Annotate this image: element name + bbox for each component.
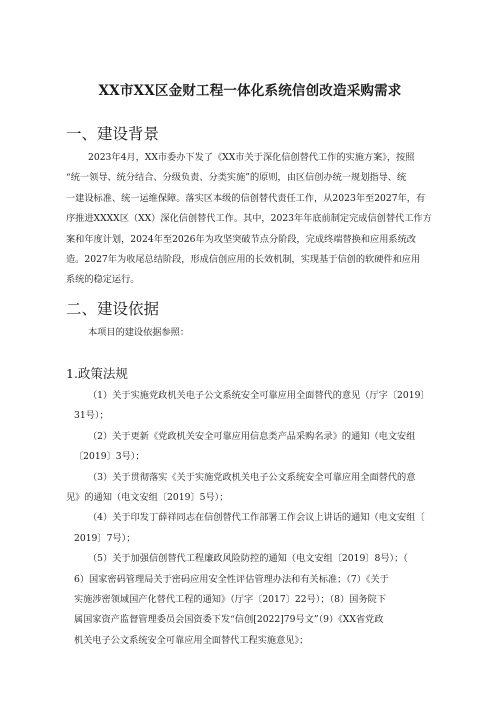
background-paragraph [66,148,442,291]
policy-line: 实施涉密领域国产化替代工程的通知》（厅字〔2017〕22号）；（8）国务院下 [74,594,386,606]
policy-line: 31号）； [74,410,109,422]
paragraph-line: 2023年4月，XX市委办下发了《XX市关于深化信创替代工作的实施方案》，按照 [88,152,415,163]
paragraph-line: “统一领导、统分结合、分级负责、分类实施”的原则，由区信创办统一规划指导、统 [66,172,407,184]
policy-line: 〔2019〕3号）； [74,451,145,463]
paragraph-line: 系统的稳定运行。 [66,274,140,286]
document-title: XX市XX区金财工程一体化系统信创改造采购需求 [98,83,402,99]
paragraph-line: 造。2027年为收尾总结阶段，形成信创应用的长效机制，实现基于信创的软硬件和应用 [66,254,421,266]
section-heading-basis: 二、建设依据 [66,300,160,318]
policy-list [66,386,442,651]
policy-line: 见》的通知（电文安组〔2019〕5号）； [66,492,229,504]
policy-line: 机关电子公文系统安全可靠应用全面替代工程实施意见》； [74,634,309,646]
policy-line: 属国家资产监督管理委员会国资委下发“信创[2022]79号文”（9）《XX省党政 [74,614,384,626]
paragraph-line: 一建设标准、统一运维保障。落实区本级的信创替代责任工作，从2023年至2027年，有 [66,192,426,204]
policy-line: （1）关于实施党政机关电子公文系统安全可靠应用全面替代的意见（厅字〔2019〕 [88,390,430,401]
policy-line: 2019〕7号）； [74,532,136,544]
policy-line: 6）国家密码管理局关于密码应用安全性评估管理办法和有关标准；（7）《关于 [74,573,389,585]
policy-line: （3）关于贯彻落实《关于实施党政机关电子公文系统安全可靠应用全面替代的意 [88,471,416,483]
policy-line: （5）关于加强信创替代工程廉政风险防控的通知（电文安组〔2019〕8号）；（ [88,553,408,565]
policy-line: （4）关于印发丁薛祥同志在信创替代工作部署工作会议上讲话的通知（电文安组〔 [88,512,425,524]
policy-line: （2）关于更新《党政机关安全可靠应用信息类产品采购名录》的通知（电文安组 [88,430,416,442]
section-heading-background: 一、建设背景 [66,125,160,143]
paragraph-line: 案和年度计划，2024年至2026年为攻坚突破节点分阶段，完成终端替换和应用系统改 [66,233,416,245]
paragraph-line: 序推进XXXX区（XX）深化信创替代工作。其中，2023年年底前制定完成信创替代工作方 [66,213,432,225]
intro-line: 本项目的建设依据参照： [88,327,190,338]
basis-intro [66,323,442,343]
subheading-policies: 1.政策法规 [66,366,128,381]
